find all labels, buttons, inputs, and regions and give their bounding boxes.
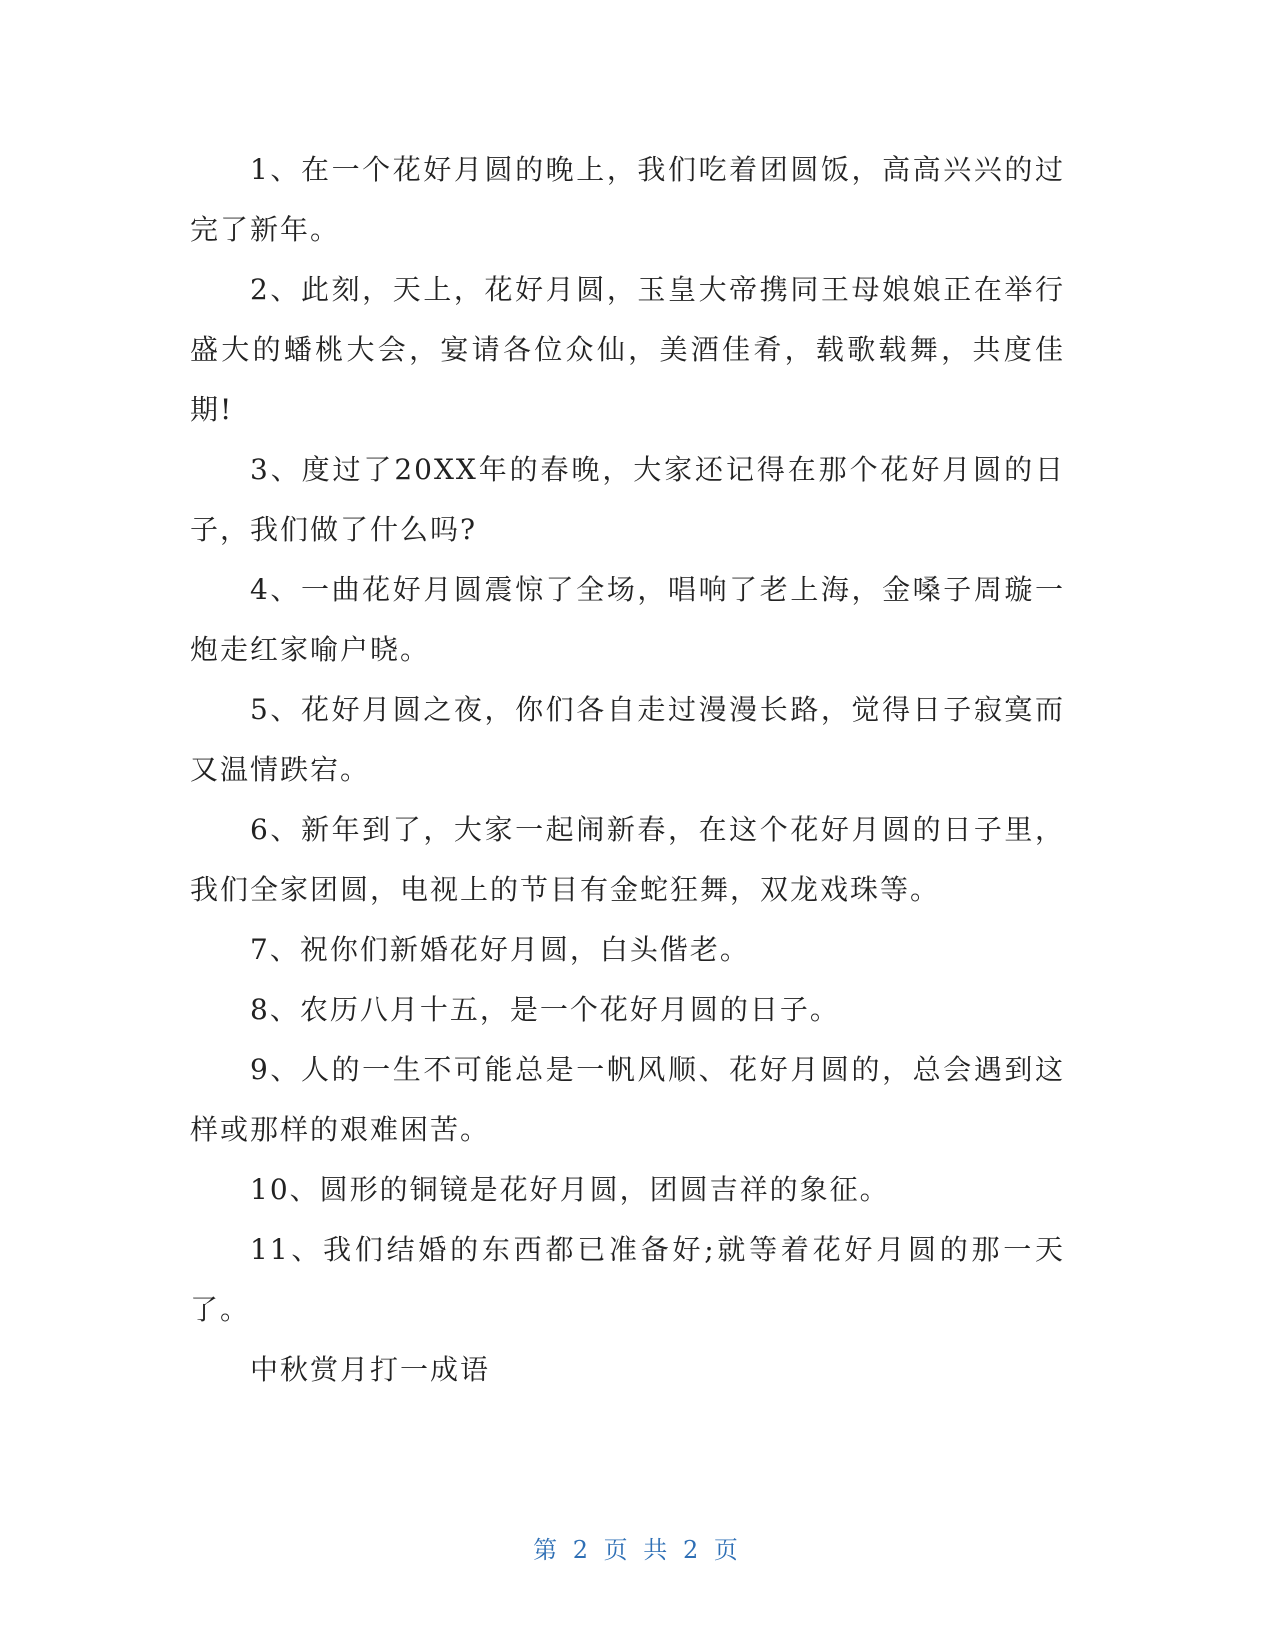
paragraph-1: 1、在一个花好月圆的晚上，我们吃着团圆饭，高高兴兴的过完了新年。 — [190, 153, 1065, 246]
paragraph-9: 9、人的一生不可能总是一帆风顺、花好月圆的，总会遇到这样或那样的艰难困苦。 — [190, 1053, 1065, 1146]
paragraph-11: 11、我们结婚的东西都已准备好;就等着花好月圆的那一天了。 — [190, 1233, 1065, 1326]
section-heading: 中秋赏月打一成语 — [250, 1353, 491, 1386]
paragraph-8: 8、农历八月十五，是一个花好月圆的日子。 — [250, 993, 840, 1026]
paragraph-2: 2、此刻，天上，花好月圆，玉皇大帝携同王母娘娘正在举行盛大的蟠桃大会，宴请各位众仙，美酒佳肴，载歌载舞，共度佳期! — [190, 273, 1065, 426]
paragraph-7: 7、祝你们新婚花好月圆，白头偕老。 — [250, 933, 750, 966]
paragraph-3: 3、度过了20XX年的春晚，大家还记得在那个花好月圆的日子，我们做了什么吗? — [190, 453, 1065, 546]
paragraph-10: 10、圆形的铜镜是花好月圆，团圆吉祥的象征。 — [250, 1173, 890, 1206]
document-body — [190, 140, 1065, 1400]
paragraph-5: 5、花好月圆之夜，你们各自走过漫漫长路，觉得日子寂寞而又温情跌宕。 — [190, 693, 1065, 786]
paragraph-6: 6、新年到了，大家一起闹新春，在这个花好月圆的日子里，我们全家团圆，电视上的节目有金蛇狂舞，双龙戏珠等。 — [190, 813, 1065, 906]
paragraph-4: 4、一曲花好月圆震惊了全场，唱响了老上海，金嗓子周璇一炮走红家喻户晓。 — [190, 573, 1065, 666]
page-number-footer: 第 2 页 共 2 页 — [533, 1536, 742, 1564]
